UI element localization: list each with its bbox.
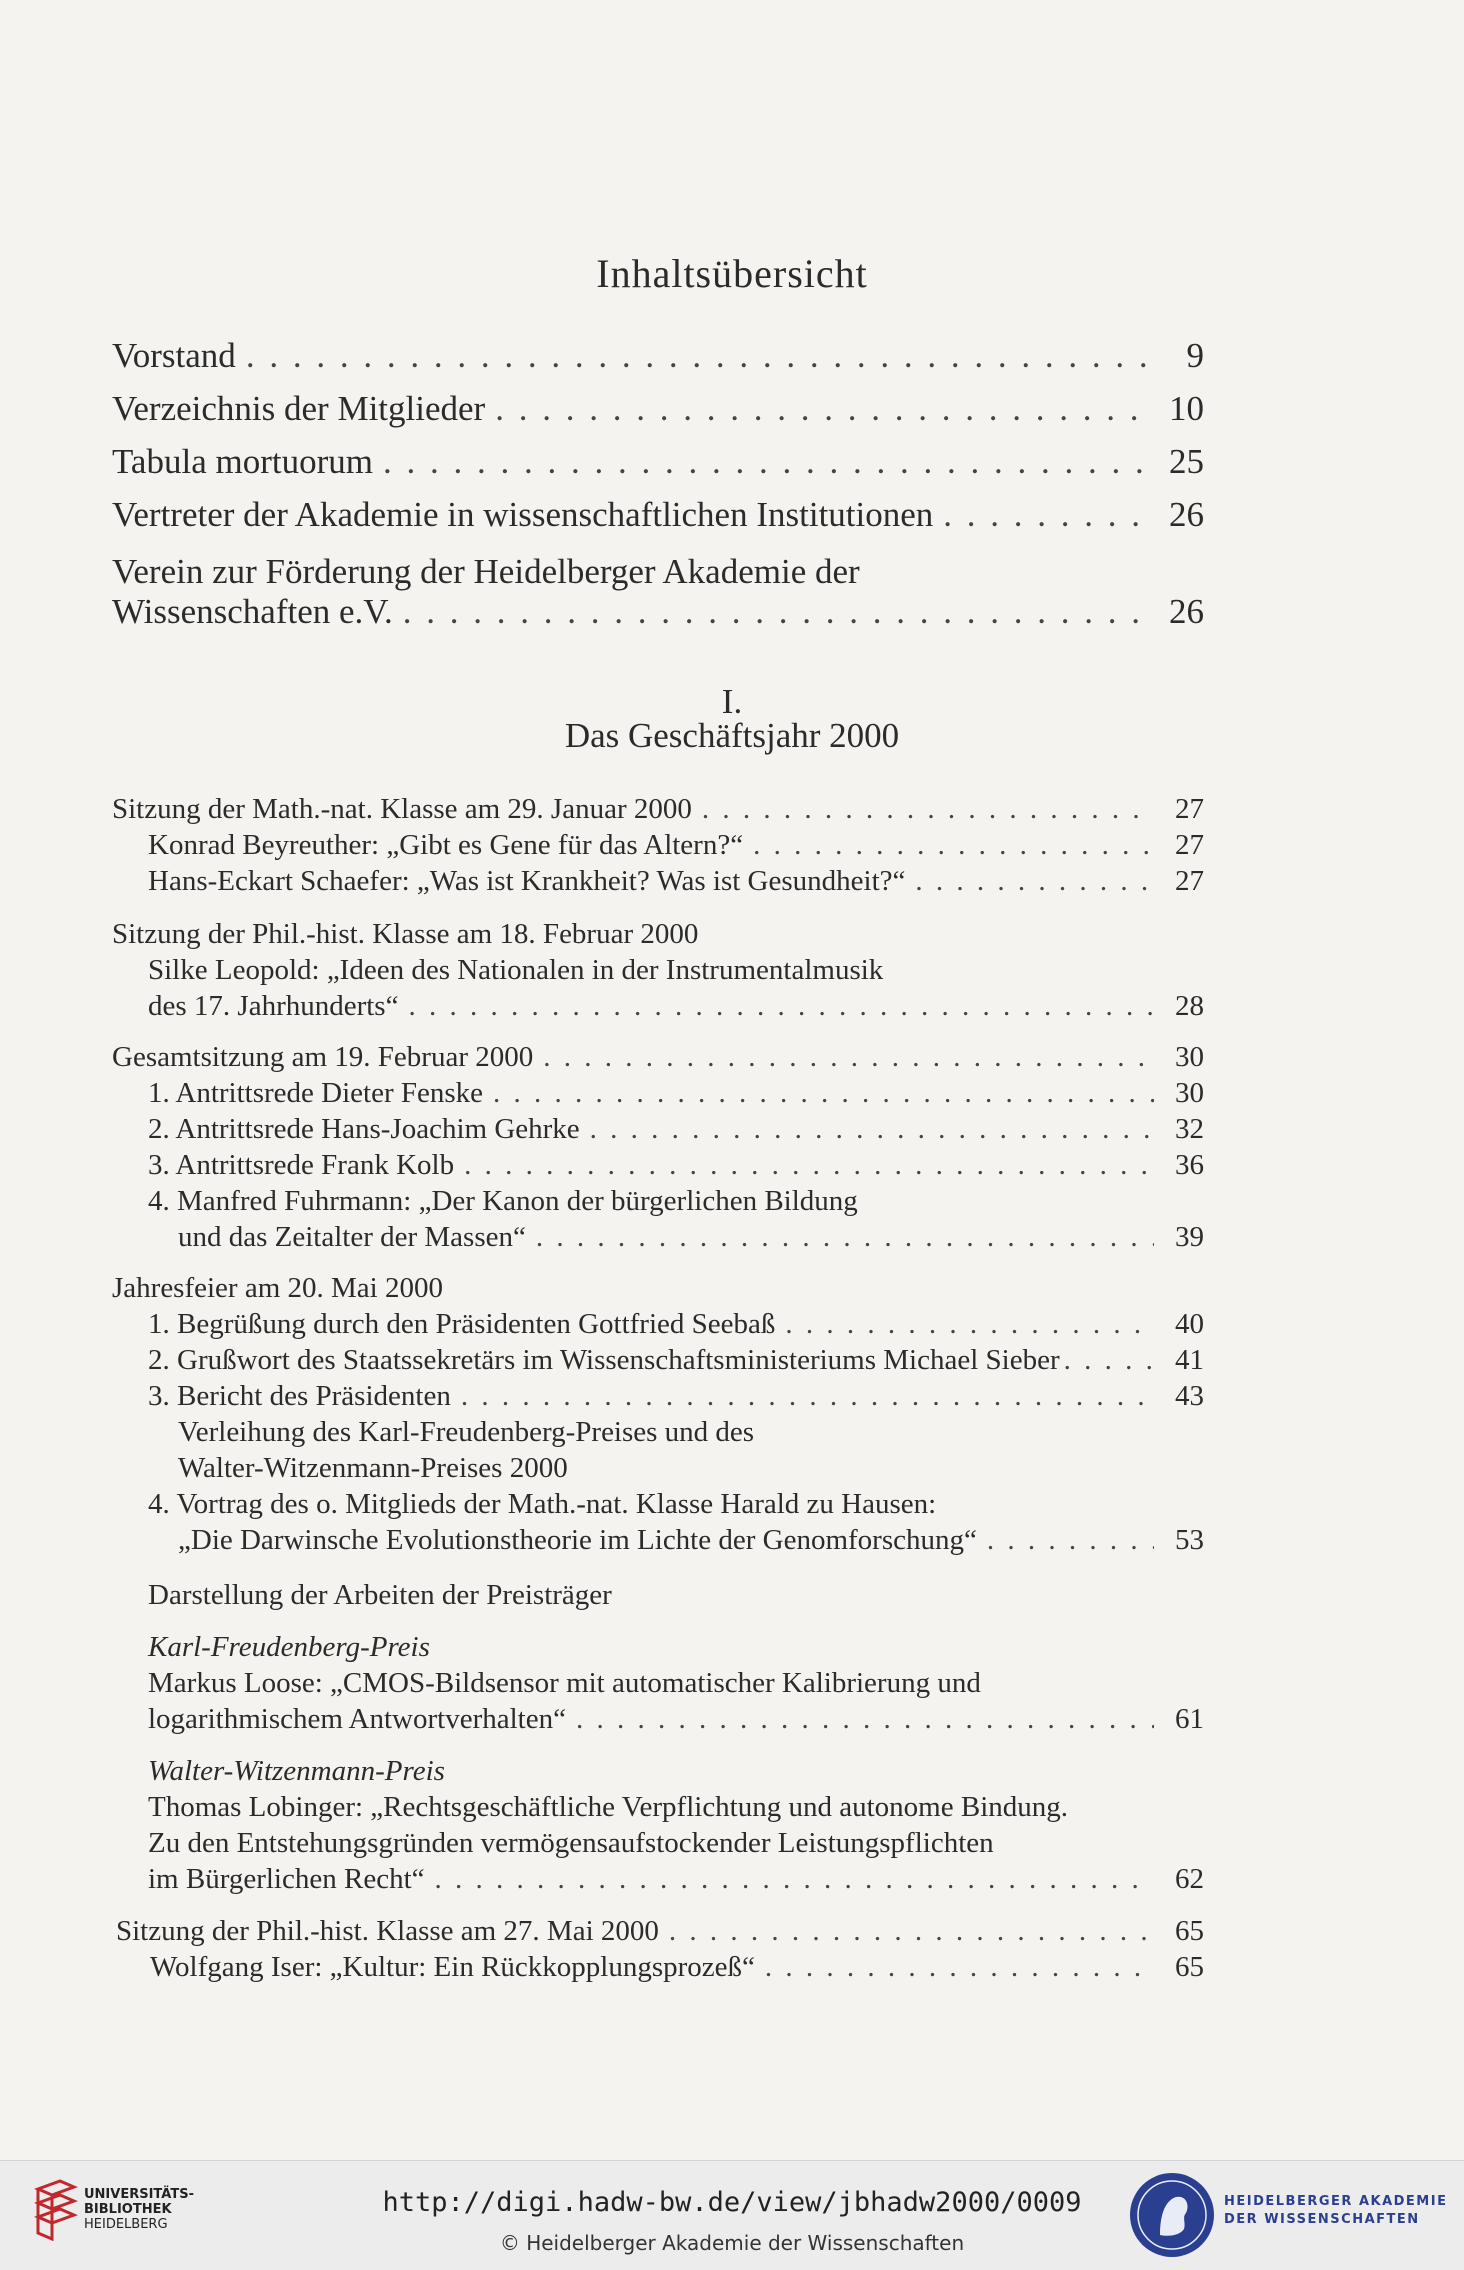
ub-logo-text: UNIVERSITÄTS- BIBLIOTHEK HEIDELBERG [84,2187,194,2232]
toc-entry-lobinger-line2: Zu den Entstehungsgründen vermögensaufstockender Leistungspflichten [148,1827,994,1859]
footer-bar [0,2160,1464,2270]
toc-entry-vortrag-line1: 4. Vortrag des o. Mitglieds der Math.-nat. Klasse Harald zu Hausen: [148,1488,937,1520]
toc-entry-lobinger: im Bürgerlichen Recht“ . . . 62 [148,1863,1204,1896]
permalink-url[interactable]: http://digi.hadw-bw.de/view/jbhadw2000/0009 [382,2187,1082,2218]
toc-entry-philhist-mai: Sitzung der Phil.-hist. Klasse am 27. Mai 2000 . . . 65 [116,1915,1204,1948]
page-title: Inhaltsübersicht [596,251,868,296]
toc-entry-vortrag: „Die Darwinsche Evolutionstheorie im Lichte der Genomforschung“ . . . 53 [178,1524,1204,1557]
toc-entry-verleihung-line1: Verleihung des Karl-Freudenberg-Preises und des [178,1416,755,1448]
toc-entry-lobinger-line1: Thomas Lobinger: „Rechtsgeschäftliche Verpflichtung und autonome Bindung. [148,1791,1068,1823]
section-number: I. [721,682,743,721]
toc-entry-fuhrmann: und das Zeitalter der Massen“ . . . 39 [178,1221,1204,1254]
toc-entry-loose-line1: Markus Loose: „CMOS-Bildsensor mit automatischer Kalibrierung und [148,1667,981,1699]
toc-entry-vertreter: Vertreter der Akademie in wissenschaftlichen Institutionen . . . 26 [112,495,1204,535]
copyright-notice: © Heidelberger Akademie der Wissenschaften [499,2231,965,2255]
toc-entry-verein-line1: Verein zur Förderung der Heidelberger Akademie der [112,552,860,591]
toc-entry-begruessung: 1. Begrüßung durch den Präsidenten Gottfried Seebaß . . . 40 [148,1308,1204,1341]
toc-entry-mathnat-jan: Sitzung der Math.-nat. Klasse am 29. Januar 2000 . . . 27 [112,793,1204,826]
toc-entry-loose: logarithmischem Antwortverhalten“ . . . 61 [148,1703,1204,1736]
toc-entry-leopold-line1: Silke Leopold: „Ideen des Nationalen in der Instrumentalmusik [148,954,884,986]
toc-heading-darstellung: Darstellung der Arbeiten der Preisträger [148,1579,612,1611]
section-title: Das Geschäftsjahr 2000 [564,716,900,755]
toc-heading-wwp: Walter-Witzenmann-Preis [148,1755,445,1787]
toc-entry-bericht: 3. Bericht des Präsidenten . . . 43 [148,1380,1204,1413]
toc-entry-verein: Wissenschaften e.V. . . . 26 [112,592,1204,632]
toc-entry-kolb: 3. Antrittsrede Frank Kolb . . . 36 [148,1149,1204,1182]
hadw-logo-text: HEIDELBERGER AKADEMIE DER WISSENSCHAFTEN [1224,2194,1448,2227]
toc-entry-fuhrmann-line1: 4. Manfred Fuhrmann: „Der Kanon der bürgerlichen Bildung [148,1185,858,1217]
toc-entry-mitglieder: Verzeichnis der Mitglieder . . . 10 [112,389,1204,429]
toc-entry-schaefer: Hans-Eckart Schaefer: „Was ist Krankheit? Was ist Gesundheit?“ . . . 27 [148,865,1204,898]
toc-entry-gesamtsitzung: Gesamtsitzung am 19. Februar 2000 . . . 30 [112,1041,1204,1074]
toc-entry-beyreuther: Konrad Beyreuther: „Gibt es Gene für das Altern?“ . . . 27 [148,829,1204,862]
hadw-seal-icon [1130,2173,1214,2257]
toc-entry-verleihung-line2: Walter-Witzenmann-Preises 2000 [178,1452,568,1484]
toc-entry-iser: Wolfgang Iser: „Kultur: Ein Rückkopplungsprozeß“ . . . 65 [150,1951,1204,1984]
toc-entry-gehrke: 2. Antrittsrede Hans-Joachim Gehrke . . . 32 [148,1113,1204,1146]
toc-entry-tabula: Tabula mortuorum . . . 25 [112,442,1204,482]
toc-heading-kfp: Karl-Freudenberg-Preis [148,1631,430,1663]
toc-entry-fenske: 1. Antrittsrede Dieter Fenske . . . 30 [148,1077,1204,1110]
toc-entry-vorstand: Vorstand . . . 9 [112,336,1204,376]
toc-entry-leopold: des 17. Jahrhunderts“ . . . 28 [148,990,1204,1023]
toc-entry-grusswort: 2. Grußwort des Staatssekretärs im Wissenschaftsministeriums Michael Sieber . . . 41 [148,1344,1204,1377]
toc-heading-jahresfeier: Jahresfeier am 20. Mai 2000 [112,1272,443,1304]
toc-heading-philhist-feb: Sitzung der Phil.-hist. Klasse am 18. Februar 2000 [112,918,699,950]
